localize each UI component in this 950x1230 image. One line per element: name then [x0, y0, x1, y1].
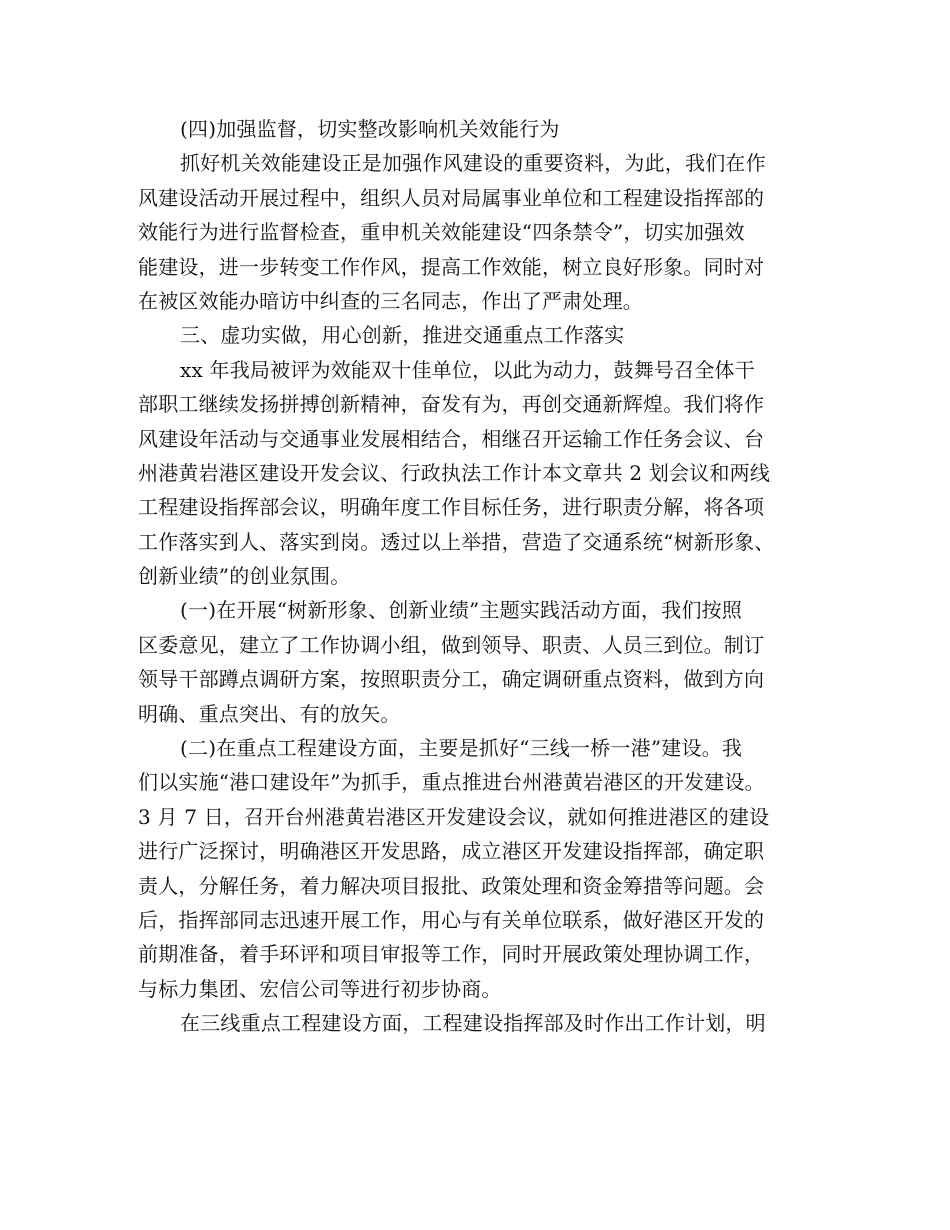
- text-line: 部职工继续发扬拼搏创新精神，奋发有为，再创交通新辉煌。我们将作: [138, 392, 765, 417]
- text-line: 在三线重点工程建设方面，工程建设指挥部及时作出工作计划，明: [180, 1011, 766, 1036]
- text-line: 创新业绩”的创业氛围。: [138, 564, 351, 589]
- text-line: (四)加强监督，切实整改影响机关效能行为: [180, 117, 560, 141]
- text-line: 领导干部蹲点调研方案，按照职责分工，确定调研重点资料，做到方向: [138, 667, 765, 692]
- text-line: 工作落实到人、落实到岗。透过以上举措，营造了交通系统“树新形象、: [138, 529, 775, 554]
- text-line: 风建设年活动与交通事业发展相结合，相继召开运输工作任务会议、台: [138, 426, 765, 451]
- text-line: 3 月 7 日，召开台州港黄岩港区开发建设会议，就如何推进港区的建设: [138, 804, 770, 829]
- text-line: 进行广泛探讨，明确港区开发思路，成立港区开发建设指挥部，确定职: [138, 839, 765, 864]
- text-line: (二)在重点工程建设方面，主要是抓好“三线一桥一港”建设。我: [180, 736, 743, 761]
- text-line: xx 年我局被评为效能双十佳单位，以此为动力，鼓舞号召全体干: [180, 357, 755, 382]
- text-line: 与标力集团、宏信公司等进行初步协商。: [138, 976, 502, 1001]
- text-line: 责人，分解任务，着力解决项目报批、政策处理和资金筹措等问题。会: [138, 873, 765, 898]
- text-line: 在被区效能办暗访中纠查的三名同志，作出了严肃处理。: [138, 288, 643, 313]
- text-line: 风建设活动开展过程中，组织人员对局属事业单位和工程建设指挥部的: [138, 185, 765, 210]
- text-line: 们以实施“港口建设年”为抓手，重点推进台州港黄岩港区的开发建设。: [138, 770, 765, 795]
- text-line: 工程建设指挥部会议，明确年度工作目标任务，进行职责分解，将各项: [138, 495, 765, 520]
- text-line: 州港黄岩港区建设开发会议、行政执法工作计本文章共 2 划会议和两线: [138, 460, 771, 485]
- text-line: 能建设，进一步转变工作作风，提高工作效能，树立良好形象。同时对: [138, 254, 765, 279]
- document-page: [138, 112, 818, 1041]
- text-line: 前期准备，着手环评和项目审报等工作，同时开展政策处理协调工作，: [138, 942, 765, 967]
- text-line: 区委意见，建立了工作协调小组，做到领导、职责、人员三到位。制订: [138, 632, 765, 657]
- text-line: 抓好机关效能建设正是加强作风建设的重要资料，为此，我们在作: [180, 151, 766, 176]
- text-line: 明确、重点突出、有的放矢。: [138, 701, 401, 726]
- text-line: 三、虚功实做，用心创新，推进交通重点工作落实: [180, 323, 625, 348]
- text-line: 效能行为进行监督检查，重申机关效能建设“四条禁令”，切实加强效: [138, 220, 745, 245]
- text-line: (一)在开展“树新形象、创新业绩”主题实践活动方面，我们按照: [180, 598, 743, 623]
- text-line: 后，指挥部同志迅速开展工作，用心与有关单位联系，做好港区开发的: [138, 907, 765, 932]
